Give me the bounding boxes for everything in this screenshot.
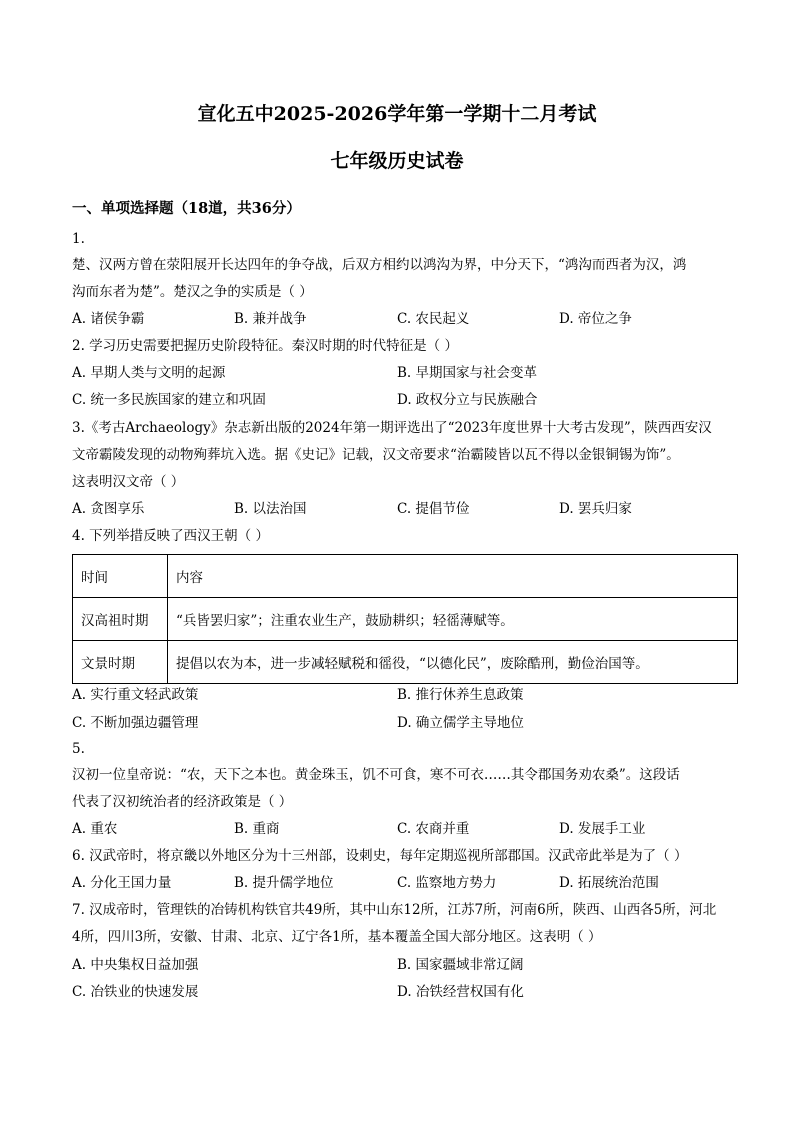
q4-option-b[interactable]: B. 推行休养生息政策 [397, 687, 524, 703]
table-cell: 提倡以农为本，进一步减轻赋税和徭役，“以德化民”，废除酷刑，勤俭治国等。 [168, 641, 738, 684]
table-row [73, 641, 738, 684]
table-header-cell: 内容 [168, 555, 738, 598]
q1-number: 1. [72, 231, 85, 247]
q2-option-b[interactable]: B. 早期国家与社会变革 [397, 365, 538, 381]
q1-option-a[interactable]: A. 诸侯争霸 [72, 311, 145, 327]
q6-option-a[interactable]: A. 分化王国力量 [72, 875, 172, 891]
q7-stem-line1: 7. 汉成帝时，管理铁的冶铸机构铁官共49所，其中山东12所，江苏7所，河南6所，陕西、山西各5所，河北 [72, 902, 717, 918]
q5-number: 5. [72, 741, 85, 757]
q2-option-a[interactable]: A. 早期人类与文明的起源 [72, 365, 226, 381]
q7-option-c[interactable]: C. 冶铁业的快速发展 [72, 984, 199, 1000]
q3-stem-line2: 文帝霸陵发现的动物殉葬坑入选。据《史记》记载，汉文帝要求“治霸陵皆以瓦不得以金银铜锡为饰”。 [72, 447, 680, 463]
q7-option-d[interactable]: D. 冶铁经营权国有化 [397, 984, 524, 1000]
exam-subtitle: 七年级历史试卷 [330, 150, 464, 172]
q4-option-c[interactable]: C. 不断加强边疆管理 [72, 715, 199, 731]
table-cell: 文景时期 [73, 641, 168, 684]
table-header-row [73, 555, 738, 598]
q1-option-b[interactable]: B. 兼并战争 [234, 311, 307, 327]
exam-title: 宣化五中2025-2026学年第一学期十二月考试 [197, 103, 597, 125]
q3-stem-line3: 这表明汉文帝（ ） [72, 474, 185, 490]
q5-option-c[interactable]: C. 农商并重 [397, 821, 470, 837]
q7-stem-line2: 4所，四川3所，安徽、甘肃、北京、辽宁各1所，基本覆盖全国大部分地区。这表明（ ） [72, 929, 602, 945]
q3-option-c[interactable]: C. 提倡节俭 [397, 501, 470, 517]
table-cell: 汉高祖时期 [73, 598, 168, 641]
section-heading: 一、单项选择题（18道，共36分） [72, 200, 301, 217]
q2-stem: 2. 学习历史需要把握历史阶段特征。秦汉时期的时代特征是（ ） [72, 338, 458, 354]
q5-option-d[interactable]: D. 发展手工业 [559, 821, 646, 837]
q1-stem-line2: 沟而东者为楚”。楚汉之争的实质是（ ） [72, 284, 313, 300]
q1-option-c[interactable]: C. 农民起义 [397, 311, 470, 327]
q3-option-d[interactable]: D. 罢兵归家 [559, 501, 632, 517]
q5-option-b[interactable]: B. 重商 [234, 821, 280, 837]
q4-stem: 4. 下列举措反映了西汉王朝（ ） [72, 528, 269, 544]
q7-option-b[interactable]: B. 国家疆域非常辽阔 [397, 957, 524, 973]
q2-option-c[interactable]: C. 统一多民族国家的建立和巩固 [72, 392, 266, 408]
q5-stem-line2: 代表了汉初统治者的经济政策是（ ） [72, 794, 293, 810]
q7-option-a[interactable]: A. 中央集权日益加强 [72, 957, 199, 973]
q4-option-a[interactable]: A. 实行重文轻武政策 [72, 687, 199, 703]
q6-option-b[interactable]: B. 提升儒学地位 [234, 875, 334, 891]
table-row [73, 598, 738, 641]
q1-stem-line1: 楚、汉两方曾在荥阳展开长达四年的争夺战，后双方相约以鸿沟为界，中分天下，“鸿沟而西者为汉，鸿 [72, 257, 687, 273]
q1-option-d[interactable]: D. 帝位之争 [559, 311, 632, 327]
q3-option-b[interactable]: B. 以法治国 [234, 501, 307, 517]
q5-stem-line1: 汉初一位皇帝说：“农，天下之本也。黄金珠玉，饥不可食，寒不可衣……其令郡国务劝农桑”。这段话 [72, 767, 680, 783]
q3-stem-line1: 3.《考古Archaeology》杂志新出版的2024年第一期评选出了“2023年度世界十大考古发现”，陕西西安汉 [72, 420, 712, 436]
q5-option-a[interactable]: A. 重农 [72, 821, 118, 837]
q6-option-d[interactable]: D. 拓展统治范围 [559, 875, 659, 891]
q4-option-d[interactable]: D. 确立儒学主导地位 [397, 715, 524, 731]
table-cell: “兵皆罢归家”；注重农业生产，鼓励耕织；轻徭薄赋等。 [168, 598, 738, 641]
q4-table [72, 554, 738, 684]
q3-option-a[interactable]: A. 贪图享乐 [72, 501, 145, 517]
q2-option-d[interactable]: D. 政权分立与民族融合 [397, 392, 538, 408]
q6-option-c[interactable]: C. 监察地方势力 [397, 875, 497, 891]
q6-stem: 6. 汉武帝时，将京畿以外地区分为十三州部，设刺史，每年定期巡视所部郡国。汉武帝此举是为了（ ） [72, 848, 688, 864]
table-header-cell: 时间 [73, 555, 168, 598]
